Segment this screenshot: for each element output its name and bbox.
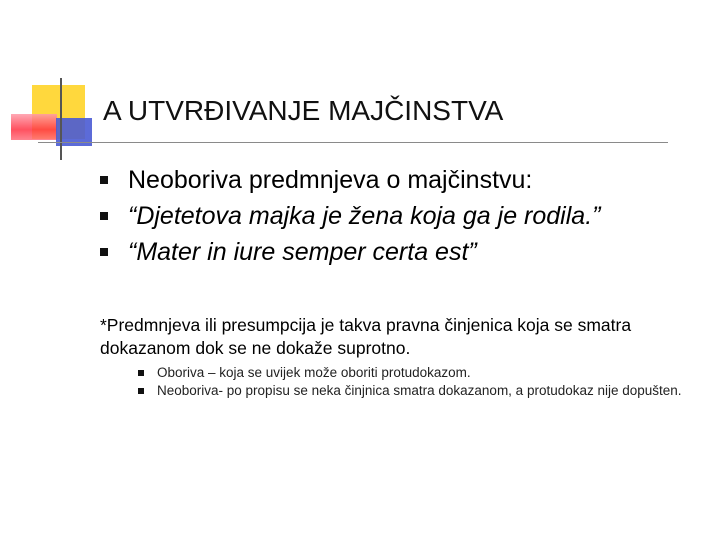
square-bullet-icon — [138, 370, 144, 376]
main-bullet-item — [100, 198, 600, 234]
slide-title: A UTVRĐIVANJE MAJČINSTVA — [103, 95, 504, 126]
main-bullet-text: Neoboriva predmnjeva o majčinstvu: — [128, 166, 533, 194]
title-divider-line — [38, 142, 668, 143]
decorative-red-square — [11, 114, 57, 140]
square-bullet-icon — [100, 176, 108, 184]
square-bullet-icon — [100, 248, 108, 256]
main-bullet-item — [100, 234, 600, 270]
square-bullet-icon — [100, 212, 108, 220]
square-bullet-icon — [138, 388, 144, 394]
main-bullet-text: “Djetetova majka je žena koja ga je rodila.” — [128, 202, 601, 230]
main-bullet-text: “Mater in iure semper certa est” — [128, 238, 477, 266]
definition-note: *Predmnjeva ili presumpcija je takva pravna činjenica koja se smatra dokazanom dok se ne dokaže suprotno. — [100, 315, 632, 358]
decorative-vertical-line — [60, 78, 62, 160]
sub-bullet-item — [138, 382, 698, 400]
main-bullet-item — [100, 162, 600, 198]
sub-bullet-list — [138, 364, 698, 400]
sub-bullet-item — [138, 364, 698, 382]
sub-bullet-text: Oboriva – koja se uvijek može oboriti protudokazom. — [157, 365, 471, 380]
main-bullet-list — [100, 162, 600, 270]
sub-bullet-text: Neoboriva- po propisu se neka činjnica smatra dokazanom, a protudokaz nije dopušten. — [157, 383, 682, 398]
